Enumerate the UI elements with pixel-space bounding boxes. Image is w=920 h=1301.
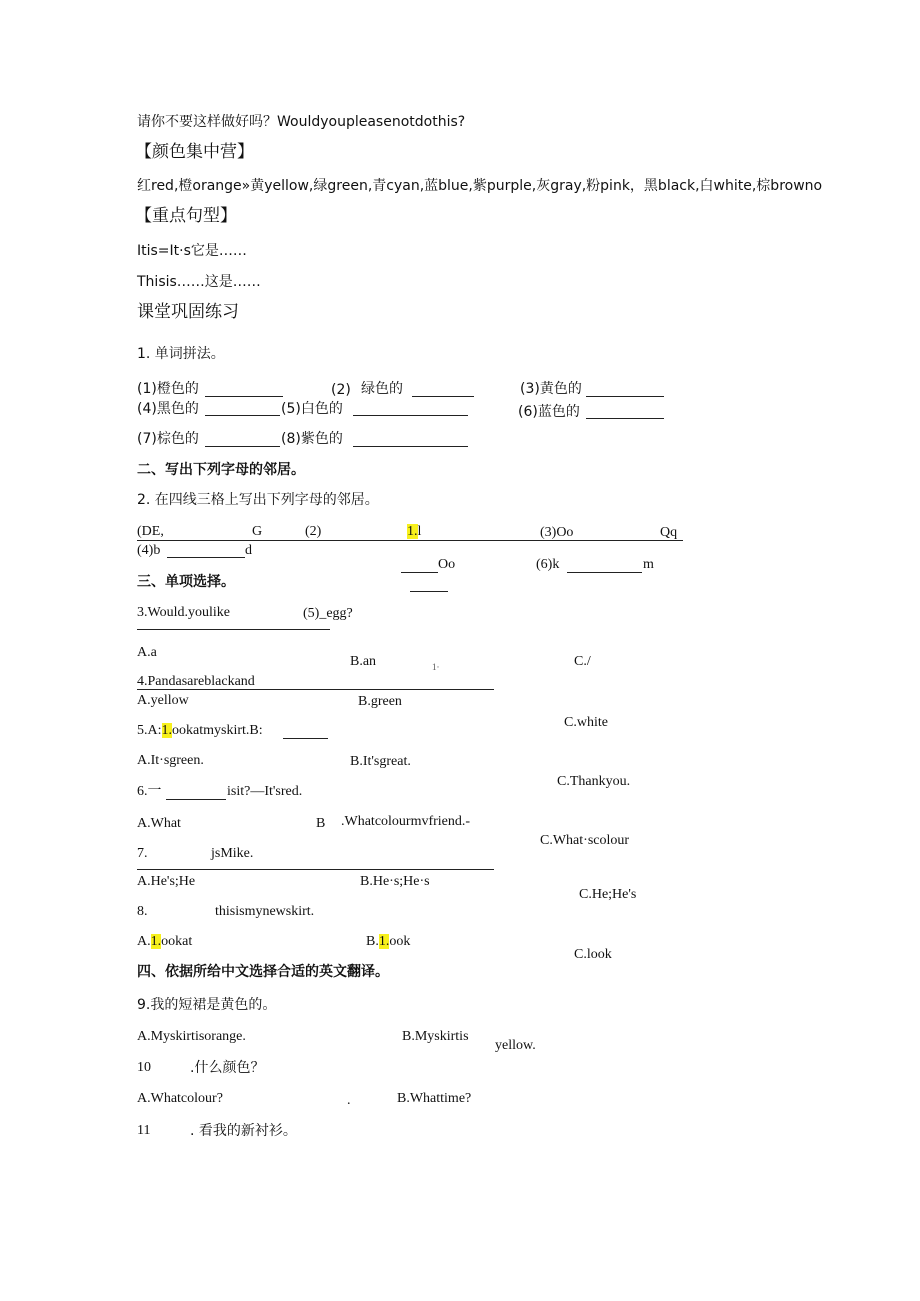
blank-line[interactable] — [205, 396, 283, 397]
section-3-title: 三、单项选择。 — [137, 574, 235, 590]
q3-stem: 3.Would.youlike — [137, 605, 230, 620]
blank-line[interactable] — [586, 418, 664, 419]
q3-stem-end: (5)_egg? — [303, 606, 353, 621]
q2-item-2: (2) — [305, 524, 322, 539]
q8-b-prefix: B. — [366, 934, 379, 949]
q6-stem: 6.一 — [137, 784, 162, 799]
q2-item-1-end: G — [252, 524, 263, 539]
color-list: 红red,橙orange»黄yellow,绿green,青cyan,蓝blue,紫purple,灰gray,粉pink，黑black,白white,棕browno — [137, 178, 823, 194]
blank-line[interactable] — [410, 591, 448, 592]
q4-stem: 4.Pandasareblackand — [137, 674, 255, 689]
q6-stem-end: isit?—It'sred. — [227, 784, 303, 799]
q7-stem: 7. — [137, 846, 148, 861]
q6-option-a[interactable]: A.What — [137, 816, 181, 831]
sentence-please: 请你不要这样做好吗？Wouldyoupleasenotdothis? — [137, 114, 466, 130]
q3-option-c[interactable]: C./ — [574, 654, 591, 669]
q5-option-b[interactable]: B.It'sgreat. — [350, 754, 411, 769]
sentence-itis: Itis=It·s它是…… — [137, 243, 247, 259]
q2-item-6: (6)k — [536, 557, 560, 572]
blank-line[interactable] — [205, 415, 280, 416]
q1-item-3: (3)黄色的 — [520, 381, 582, 397]
q11-num: 11 — [137, 1123, 151, 1138]
highlight-mark: 1. — [378, 934, 390, 949]
q2-title: 2. 在四线三格上写出下列字母的邻居。 — [137, 492, 379, 508]
q8-option-a[interactable] — [137, 933, 192, 951]
q7-stem-end: jsMike. — [211, 846, 254, 861]
q8-a-text: ookat — [161, 934, 193, 949]
q5-prefix: 5.A: — [137, 723, 162, 738]
q6-option-c[interactable]: C.What·scolour — [540, 833, 630, 848]
q1-item-4: (4)黑色的 — [137, 401, 199, 417]
q1-item-2-num: (2) — [331, 382, 351, 398]
heading-sentences: 【重点句型】 — [135, 206, 237, 226]
q1-item-8: (8)紫色的 — [281, 431, 343, 447]
q8-option-b[interactable] — [366, 933, 410, 951]
q10-stem: .什么颜色？ — [190, 1060, 265, 1076]
blank-line[interactable] — [283, 738, 328, 739]
q9-option-b-end: yellow. — [495, 1038, 536, 1053]
q2-item-6-end: m — [643, 557, 654, 572]
q8-b-text: ook — [389, 934, 411, 949]
q1-item-6: (6)蓝色的 — [518, 404, 580, 420]
highlight-mark: 1. — [407, 524, 418, 539]
q2-item-2-text: l — [417, 524, 422, 539]
blank-line[interactable] — [353, 446, 468, 447]
highlight-mark: 1. — [150, 934, 162, 949]
q4-option-c[interactable]: C.white — [564, 715, 608, 730]
q2-item-3-end: Qq — [660, 525, 678, 540]
blank-line[interactable] — [205, 446, 280, 447]
answer-line — [137, 629, 330, 630]
q5-option-a[interactable]: A.It·sgreen. — [137, 753, 204, 768]
q7-option-b[interactable]: B.He·s;He·s — [360, 874, 430, 889]
q9-option-a[interactable]: A.Myskirtisorange. — [137, 1029, 246, 1044]
stray-dot: . — [347, 1093, 351, 1108]
heading-colors: 【颜色集中营】 — [135, 142, 254, 162]
q10-option-b[interactable]: B.Whattime? — [397, 1091, 472, 1106]
q2-item-1: (DE, — [137, 524, 164, 539]
q1-title: 1. 单词拼法。 — [137, 346, 225, 362]
practice-title: 课堂巩固练习 — [137, 302, 239, 322]
blank-line[interactable] — [167, 557, 245, 558]
q9-option-b[interactable]: B.Myskirtis — [402, 1029, 469, 1044]
answer-line — [137, 689, 494, 690]
q5-text: ookatmyskirt.B: — [172, 723, 263, 738]
blank-line[interactable] — [166, 799, 226, 800]
q2-item-5: Oo — [438, 557, 456, 572]
section-2-title: 二、写出下列字母的邻居。 — [137, 462, 305, 478]
sentence-thisis: Thisis……这是…… — [137, 274, 261, 290]
q2-item-4-end: d — [245, 543, 252, 558]
blank-line[interactable] — [586, 396, 664, 397]
q7-option-a[interactable]: A.He's;He — [137, 874, 196, 889]
q3-option-b[interactable]: B.an — [350, 654, 377, 669]
q1-item-7: (7)棕色的 — [137, 431, 199, 447]
q7-option-c[interactable]: C.He;He's — [579, 887, 637, 902]
q8-stem-end: thisismynewskirt. — [215, 904, 315, 919]
blank-line[interactable] — [353, 415, 468, 416]
q2-item-2-letter — [407, 523, 421, 541]
q10-num: 10 — [137, 1060, 151, 1075]
q5-option-c[interactable]: C.Thankyou. — [557, 774, 631, 789]
q8-option-c[interactable]: C.look — [574, 947, 612, 962]
q5-stem — [137, 722, 263, 740]
q1-item-2: 绿色的 — [361, 381, 403, 397]
highlight-mark: 1. — [161, 723, 172, 738]
writing-line — [137, 540, 683, 541]
q6-option-b-text: .Whatcolourmvfriend.- — [341, 814, 471, 829]
q1-item-1: (1)橙色的 — [137, 381, 199, 397]
q2-item-4: (4)b — [137, 543, 161, 558]
q11-stem: . 看我的新衬衫。 — [190, 1123, 297, 1139]
blank-line[interactable] — [412, 396, 474, 397]
q9-stem: 9.我的短裙是黄色的。 — [137, 997, 277, 1013]
q8-stem: 8. — [137, 904, 148, 919]
stray-mark: 1· — [432, 662, 440, 672]
q10-option-a[interactable]: A.Whatcolour? — [137, 1091, 223, 1106]
blank-line[interactable] — [401, 572, 438, 573]
q3-option-a[interactable]: A.a — [137, 645, 157, 660]
q1-item-5: (5)白色的 — [281, 401, 343, 417]
section-4-title: 四、依据所给中文选择合适的英文翻译。 — [137, 964, 389, 980]
q4-option-a[interactable]: A.yellow — [137, 693, 189, 708]
q4-option-b[interactable]: B.green — [358, 694, 402, 709]
blank-line[interactable] — [567, 572, 642, 573]
q6-option-b[interactable]: B — [316, 816, 326, 831]
q2-item-3: (3)Oo — [540, 525, 574, 540]
answer-line — [137, 869, 494, 870]
q8-a-prefix: A. — [137, 934, 151, 949]
